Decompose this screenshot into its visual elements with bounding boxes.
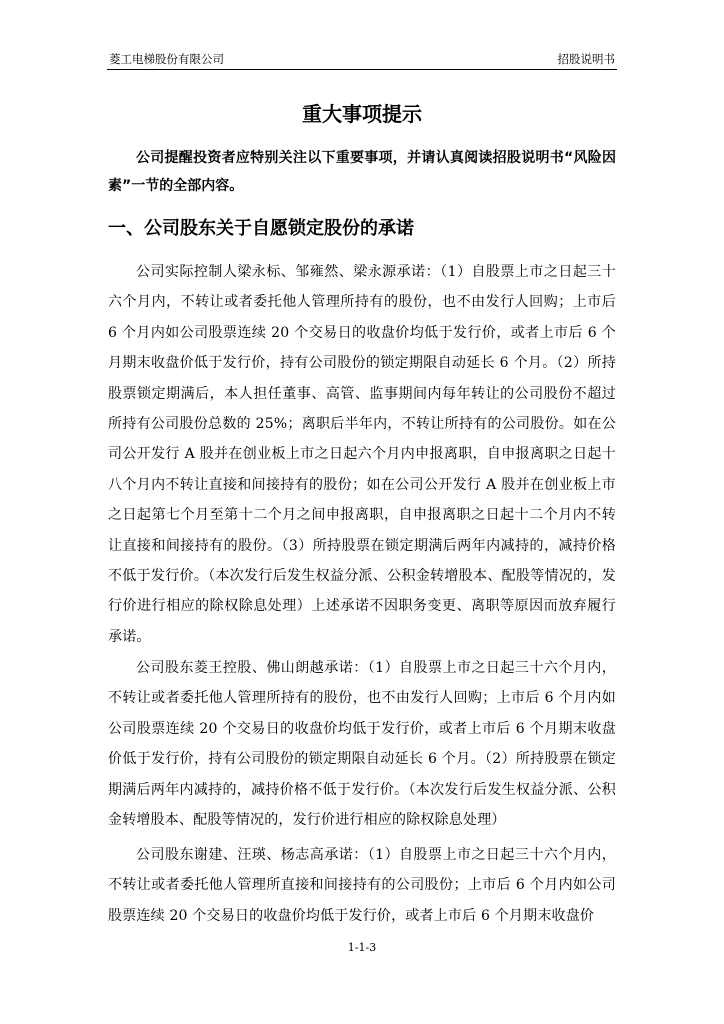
body-paragraph-controller-commitment: 公司实际控制人梁永标、邹雍然、梁永源承诺：（1）自股票上市之日起三十六个月内，不转让或者委托他人管理所持有的股份，也不由发行人回购；上市后 6 个月内如公司股票连续 20 个交易日的收盘价均低于发行价，或者上市后 6 个月期末收盘价低于发行价，持有公司股份的锁定期限自动延长 6 个月。（2）所持股票锁定期满后，本人担任董事、高管、监事期间内每年转让的公司股份不超过所持有公司股份总数的 25%；离职后半年内，不转让所持有的公司股份。如在公司公开发行 A 股并在创业板上市之日起六个月内申报离职，自申报离职之日起十八个月内不转让直接和间接持有的股份；如在公司公开发行 A 股并在创业板上市之日起第七个月至第十二个月之间申报离职，自申报离职之日起十二个月内不转让直接和间接持有的股份。（3）所持股票在锁定期满后两年内减持的，减持价格不低于发行价。（本次发行后发生权益分派、公积金转增股本、配股等情况的，发行价进行相应的除权除息处理）上述承诺不因职务变更、离职等原因而放弃履行承诺。 [108, 264, 616, 645]
page-title: 重大事项提示 [302, 102, 422, 126]
body-paragraph-individual-commitment: 公司股东谢建、汪瑛、杨志高承诺：（1）自股票上市之日起三十六个月内，不转让或者委托他人管理所直接和间接持有的公司股份；上市后 6 个月内如公司股票连续 20 个交易日的收盘价均低于发行价，或者上市后 6 个月期末收盘价 [108, 847, 616, 924]
header-document-type: 招股说明书 [557, 52, 615, 66]
page-number: 1-1-3 [347, 941, 377, 954]
header-company-name: 菱工电梯股份有限公司 [109, 52, 224, 66]
section-heading: 一、公司股东关于自愿锁定股份的承诺 [108, 218, 414, 239]
body-paragraph-shareholder-commitment: 公司股东菱王控股、佛山朗越承诺：（1）自股票上市之日起三十六个月内，不转让或者委托他人管理所持有的股份，也不由发行人回购；上市后 6 个月内如公司股票连续 20 个交易日的收盘价均低于发行价，或者上市后 6 个月期末收盘价低于发行价，持有公司股份的锁定期限自动延长 6 个月。（2）所持股票在锁定期满后两年内减持的，减持价格不低于发行价。（本次发行后发生权益分派、公积金转增股本、配股等情况的，发行价进行相应的除权除息处理） [108, 660, 616, 829]
notice-paragraph: 公司提醒投资者应特别关注以下重要事项，并请认真阅读招股说明书“风险因素”一节的全部内容。 [108, 150, 616, 194]
page-header [107, 49, 617, 70]
